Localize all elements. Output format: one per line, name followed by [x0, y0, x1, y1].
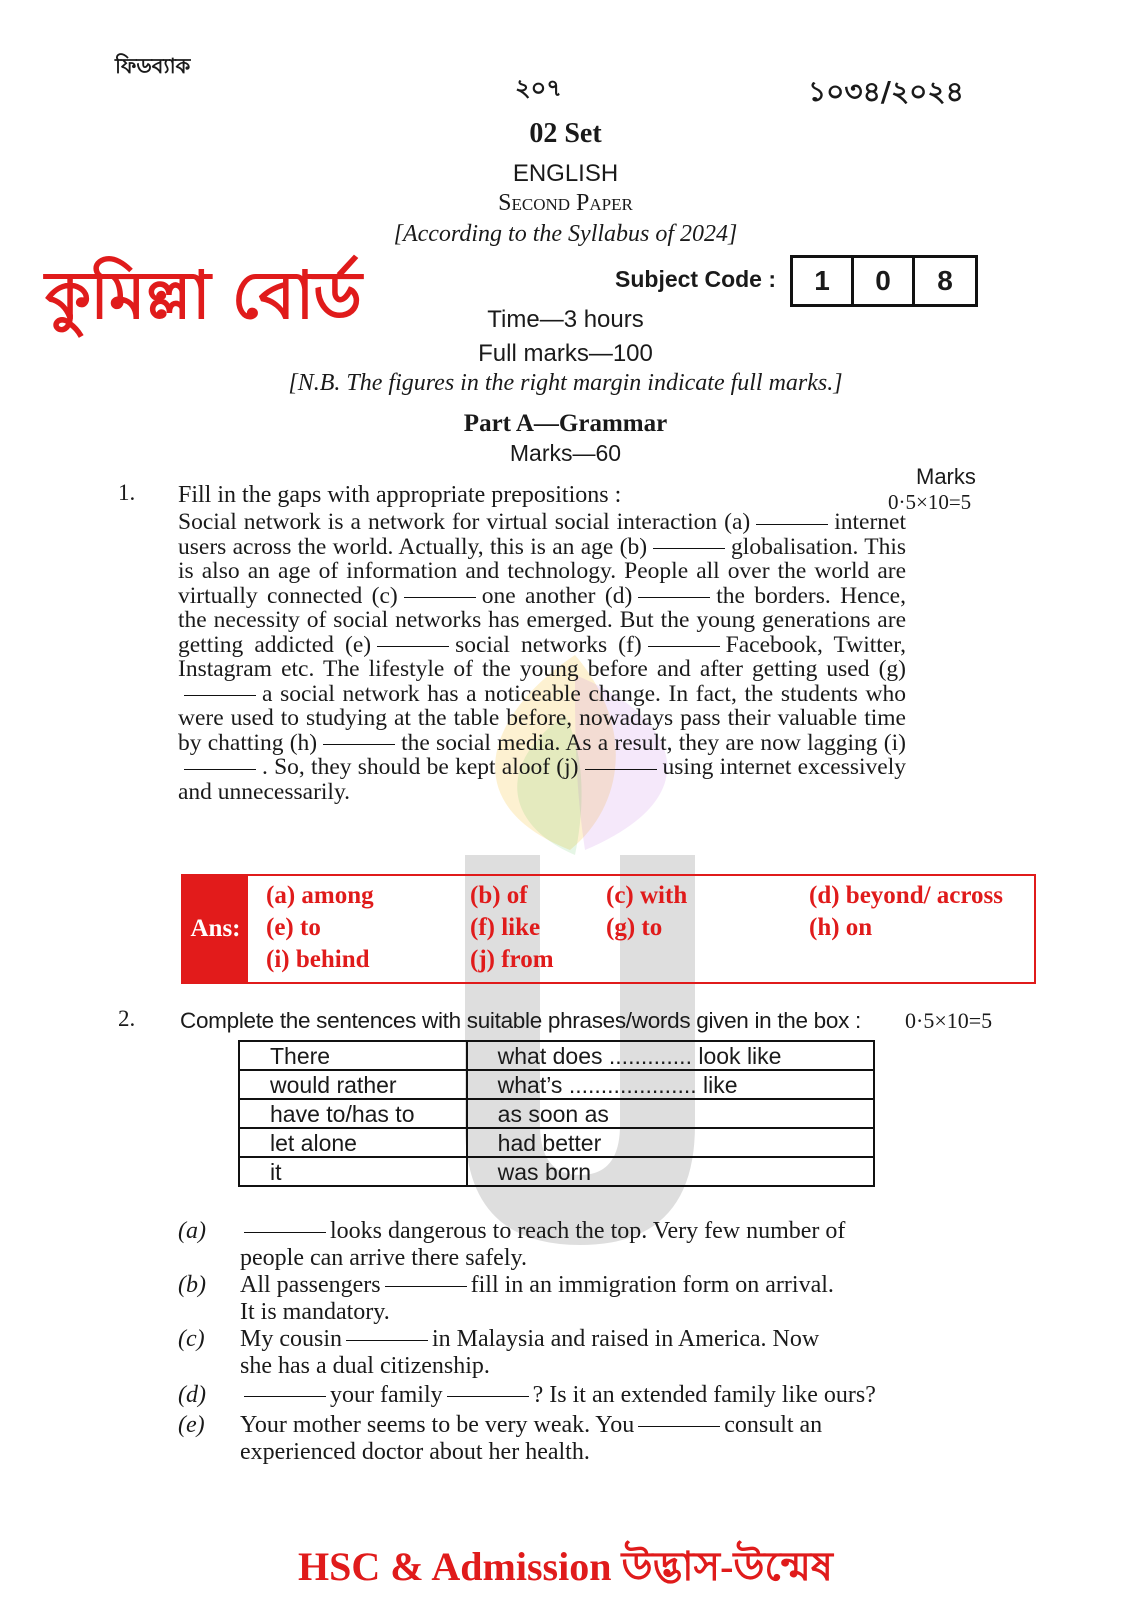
- blank-line: [638, 1426, 720, 1427]
- passage-segment: Social network is a network for virtual social interaction (a): [178, 509, 751, 535]
- answer-e: (e) to: [266, 914, 321, 941]
- item-text: fill in an immigration form on arrival.: [470, 1272, 834, 1298]
- nb-note: [N.B. The figures in the right margin indicate full marks.]: [288, 370, 843, 396]
- answer-f: (f) like: [470, 914, 541, 941]
- gap-e: [377, 645, 449, 647]
- passage-segment: the borders. Hence, the necessity of social networks has emerged. But the young generations are getting addicted (e): [178, 582, 906, 658]
- phrase-cell: as soon as: [467, 1099, 874, 1128]
- phrase-cell: what does ............. look like: [467, 1041, 874, 1070]
- answer-c: (c) with: [606, 882, 688, 909]
- item-text: your family: [330, 1382, 443, 1408]
- phrase-cell: had better: [467, 1128, 874, 1157]
- q1-passage: [178, 510, 906, 804]
- answer-b: (b) of: [470, 882, 528, 909]
- item-text: in Malaysia and raised in America. Now: [432, 1326, 820, 1352]
- exam-time: Time—3 hours: [487, 306, 644, 333]
- gap-g: [184, 694, 256, 696]
- table-row: [239, 1041, 874, 1070]
- passage-segment: the social media. As a result, they are now lagging (i): [401, 729, 906, 756]
- phrase-cell: it: [239, 1157, 467, 1186]
- part-title: Part A—Grammar: [463, 410, 668, 437]
- blank-line: [385, 1286, 467, 1287]
- answer-h: (h) on: [809, 914, 873, 941]
- passage-segment: a social network has a noticeable change. In fact, the students who were used to studying at the table before, nowadays pass their valuable time by chatting (h): [178, 680, 906, 756]
- passage-segment: social networks (f): [455, 631, 642, 658]
- answer-j: (j) from: [470, 946, 554, 973]
- q1-marks-heading: Marks: [916, 464, 976, 489]
- phrase-cell: let alone: [239, 1128, 467, 1157]
- item-text: ? Is it an extended family like ours?: [532, 1382, 876, 1408]
- gap-j: [585, 768, 657, 770]
- answer-i: (i) behind: [266, 946, 370, 973]
- item-text: looks dangerous to reach the top. Very few number of: [330, 1218, 846, 1244]
- q2-item-b: [178, 1272, 938, 1326]
- gap-f: [648, 645, 720, 647]
- subject-code-label: Subject Code :: [615, 266, 777, 292]
- part-marks: Marks—60: [509, 440, 622, 466]
- syllabus-note: [According to the Syllabus of 2024]: [393, 221, 738, 247]
- phrase-box: [238, 1040, 875, 1187]
- item-label: (b): [178, 1272, 206, 1298]
- serial-number: ২০৭: [515, 74, 562, 102]
- q2-item-a: [178, 1218, 938, 1272]
- item-label: (c): [178, 1326, 205, 1352]
- phrase-cell: was born: [467, 1157, 874, 1186]
- passage-segment: internet users across the world. Actually, this is an age (b): [178, 509, 906, 560]
- answer-a: (a) among: [266, 882, 374, 909]
- subject-title: ENGLISH: [512, 160, 619, 187]
- table-row: [239, 1157, 874, 1186]
- gap-i: [184, 768, 256, 770]
- feedback-label: ফিডব্যাক: [115, 54, 191, 78]
- blank-line: [244, 1396, 326, 1397]
- paper-title: Second Paper: [498, 190, 633, 216]
- item-text: experienced doctor about her health.: [240, 1439, 590, 1465]
- passage-segment: Facebook, Twitter, Instagram etc. The lifestyle of the young before and after getting used (g): [178, 631, 906, 682]
- footer-brand: HSC & Admission উদ্ভাস-উন্মেষ: [298, 1544, 833, 1589]
- subject-code-digit-3: 8: [912, 255, 978, 307]
- blank-line: [244, 1232, 326, 1233]
- answer-label: Ans:: [183, 876, 248, 982]
- blank-line: [447, 1396, 529, 1397]
- item-label: (d): [178, 1382, 206, 1408]
- table-row: [239, 1128, 874, 1157]
- phrase-cell: have to/has to: [239, 1099, 467, 1128]
- subject-code-digit-2: 0: [851, 255, 915, 307]
- phrase-cell: what’s .................... like: [467, 1070, 874, 1099]
- answer-d: (d) beyond/ across: [809, 882, 1004, 909]
- phrase-cell: would rather: [239, 1070, 467, 1099]
- set-label: 02 Set: [529, 118, 602, 149]
- item-label: (a): [178, 1218, 206, 1244]
- item-text: she has a dual citizenship.: [240, 1353, 490, 1379]
- q2-item-e: [178, 1412, 938, 1466]
- full-marks: Full marks—100: [478, 340, 653, 367]
- passage-segment: . So, they should be kept aloof (j): [262, 754, 579, 780]
- q1-marks: 0·5×10=5: [888, 490, 972, 514]
- gap-a: [756, 523, 828, 525]
- item-text: Your mother seems to be very weak. You: [240, 1412, 635, 1438]
- q2-item-c: [178, 1326, 938, 1380]
- gap-b: [653, 547, 725, 549]
- table-row: [239, 1070, 874, 1099]
- passage-segment: using internet excessively and unnecessarily.: [178, 754, 906, 805]
- blank-line: [346, 1340, 428, 1341]
- board-name: কুমিল্লা বোর্ড: [45, 257, 361, 334]
- q1-number: 1.: [118, 480, 136, 505]
- item-text: people can arrive there safely.: [240, 1245, 527, 1271]
- subject-code-digit-1: 1: [790, 255, 854, 307]
- item-text: My cousin: [240, 1326, 342, 1352]
- item-text: It is mandatory.: [240, 1299, 390, 1325]
- exam-code: ১০৩৪/২০২৪: [808, 75, 964, 108]
- q2-number: 2.: [118, 1006, 136, 1031]
- passage-segment: one another (d): [481, 582, 633, 609]
- passage-segment: globalisation. This is also an age of information and technology. People all over the world are virtually connected (c): [178, 533, 906, 609]
- item-text: All passengers: [240, 1272, 381, 1298]
- answer-box: [181, 874, 1036, 984]
- q2-instruction: Complete the sentences with suitable phrases/words given in the box :: [180, 1008, 861, 1033]
- answer-g: (g) to: [606, 914, 663, 941]
- q2-marks: 0·5×10=5: [905, 1008, 993, 1033]
- item-text: consult an: [724, 1412, 823, 1438]
- phrase-cell: There: [239, 1041, 467, 1070]
- item-label: (e): [178, 1412, 205, 1438]
- gap-h: [323, 743, 395, 745]
- gap-c: [404, 596, 476, 598]
- q2-item-d: [178, 1382, 938, 1409]
- q1-instruction: Fill in the gaps with appropriate prepositions :: [178, 482, 622, 508]
- table-row: [239, 1099, 874, 1128]
- gap-d: [638, 596, 710, 598]
